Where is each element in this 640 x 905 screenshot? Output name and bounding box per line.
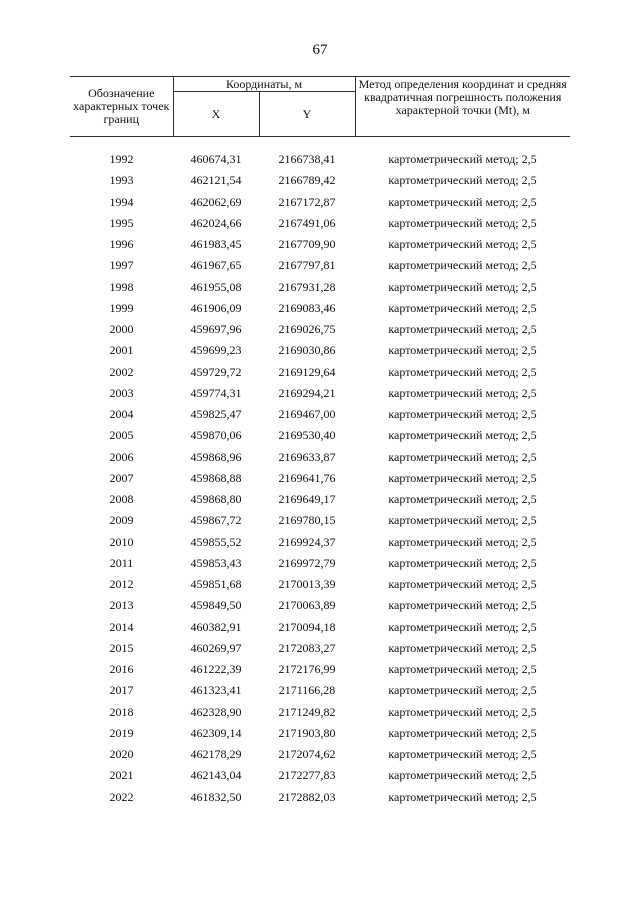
- cell-method: картометрический метод; 2,5: [388, 343, 537, 358]
- cell-point: 2009: [109, 513, 134, 528]
- cell-point: 2016: [109, 662, 134, 677]
- cell-method: картометрический метод; 2,5: [388, 449, 537, 464]
- cell-method: картометрический метод; 2,5: [388, 407, 537, 422]
- table-row: [70, 553, 570, 574]
- table-row: [70, 298, 570, 319]
- cell-point: 2002: [109, 364, 134, 379]
- table-row: [70, 680, 570, 701]
- table-row: [70, 149, 570, 170]
- cell-x: 459868,88: [190, 470, 242, 485]
- table-row: [70, 192, 570, 213]
- cell-x: 459868,96: [190, 449, 242, 464]
- cell-point: 2013: [109, 598, 134, 613]
- cell-point: 1997: [109, 258, 134, 273]
- table-row: [70, 255, 570, 276]
- header-coordinates-group: Координаты, м: [173, 77, 355, 92]
- cell-method: картометрический метод; 2,5: [388, 513, 537, 528]
- cell-method: картометрический метод; 2,5: [388, 619, 537, 634]
- table-row: [70, 617, 570, 638]
- cell-y: 2171249,82: [278, 704, 336, 719]
- cell-y: 2167491,06: [278, 215, 336, 230]
- cell-method: картометрический метод; 2,5: [388, 577, 537, 592]
- table-row: [70, 702, 570, 723]
- cell-method: картометрический метод; 2,5: [388, 173, 537, 188]
- cell-point: 2005: [109, 428, 134, 443]
- cell-y: 2169083,46: [278, 300, 336, 315]
- cell-method: картометрический метод; 2,5: [388, 364, 537, 379]
- cell-y: 2172882,03: [278, 789, 336, 804]
- cell-method: картометрический метод; 2,5: [388, 704, 537, 719]
- table-row: [70, 532, 570, 553]
- cell-x: 459729,72: [190, 364, 242, 379]
- cell-x: 461222,39: [190, 662, 242, 677]
- cell-point: 1994: [109, 194, 134, 209]
- table-row: [70, 489, 570, 510]
- table-row: [70, 170, 570, 191]
- cell-x: 459774,31: [190, 385, 242, 400]
- table-row: [70, 340, 570, 361]
- cell-x: 461983,45: [190, 237, 242, 252]
- cell-x: 461906,09: [190, 300, 242, 315]
- cell-point: 2001: [109, 343, 134, 358]
- cell-x: 459870,06: [190, 428, 242, 443]
- table-row: [70, 362, 570, 383]
- coordinates-table: [70, 76, 570, 808]
- cell-method: картометрический метод; 2,5: [388, 215, 537, 230]
- cell-method: картометрический метод; 2,5: [388, 279, 537, 294]
- cell-point: 2007: [109, 470, 134, 485]
- cell-method: картометрический метод; 2,5: [388, 662, 537, 677]
- cell-y: 2171903,80: [278, 725, 336, 740]
- table-row: [70, 659, 570, 680]
- table-row: [70, 744, 570, 765]
- cell-point: 2000: [109, 322, 134, 337]
- cell-y: 2167797,81: [278, 258, 336, 273]
- table-header: [70, 77, 570, 137]
- cell-x: 461967,65: [190, 258, 242, 273]
- cell-method: картометрический метод; 2,5: [388, 237, 537, 252]
- cell-point: 2022: [109, 789, 134, 804]
- cell-method: картометрический метод; 2,5: [388, 492, 537, 507]
- cell-point: 2021: [109, 768, 134, 783]
- cell-point: 1992: [109, 152, 134, 167]
- cell-y: 2167172,87: [278, 194, 336, 209]
- cell-point: 2019: [109, 725, 134, 740]
- cell-point: 2012: [109, 577, 134, 592]
- cell-x: 459697,96: [190, 322, 242, 337]
- table-row: [70, 234, 570, 255]
- cell-y: 2167931,28: [278, 279, 336, 294]
- cell-point: 2014: [109, 619, 134, 634]
- cell-x: 459699,23: [190, 343, 242, 358]
- cell-x: 459825,47: [190, 407, 242, 422]
- cell-y: 2170094,18: [278, 619, 336, 634]
- cell-point: 1995: [109, 215, 134, 230]
- cell-x: 462143,04: [190, 768, 242, 783]
- cell-method: картометрический метод; 2,5: [388, 385, 537, 400]
- cell-y: 2169633,87: [278, 449, 336, 464]
- cell-x: 459867,72: [190, 513, 242, 528]
- cell-x: 462178,29: [190, 747, 242, 762]
- header-x: X: [173, 92, 259, 137]
- cell-y: 2172083,27: [278, 640, 336, 655]
- cell-point: 2015: [109, 640, 134, 655]
- cell-y: 2170063,89: [278, 598, 336, 613]
- cell-point: 2017: [109, 683, 134, 698]
- cell-method: картометрический метод; 2,5: [388, 598, 537, 613]
- table-row: [70, 425, 570, 446]
- cell-y: 2169780,15: [278, 513, 336, 528]
- cell-x: 462328,90: [190, 704, 242, 719]
- cell-method: картометрический метод; 2,5: [388, 300, 537, 315]
- cell-method: картометрический метод; 2,5: [388, 768, 537, 783]
- cell-x: 461955,08: [190, 279, 242, 294]
- cell-x: 462309,14: [190, 725, 242, 740]
- table-row: [70, 510, 570, 531]
- cell-y: 2169649,17: [278, 492, 336, 507]
- table-body: [70, 137, 570, 808]
- cell-x: 460269,97: [190, 640, 242, 655]
- cell-point: 2006: [109, 449, 134, 464]
- cell-point: 2004: [109, 407, 134, 422]
- table-row: [70, 468, 570, 489]
- cell-x: 460674,31: [190, 152, 242, 167]
- header-method: Метод определения координат и средняя квадратичная погрешность положения характерной точки (Mt), м: [355, 77, 570, 137]
- cell-x: 459849,50: [190, 598, 242, 613]
- cell-point: 2018: [109, 704, 134, 719]
- cell-x: 462121,54: [190, 173, 242, 188]
- cell-y: 2169924,37: [278, 534, 336, 549]
- cell-method: картометрический метод; 2,5: [388, 194, 537, 209]
- cell-y: 2169026,75: [278, 322, 336, 337]
- cell-point: 1999: [109, 300, 134, 315]
- cell-point: 2020: [109, 747, 134, 762]
- cell-y: 2169972,79: [278, 555, 336, 570]
- cell-method: картометрический метод; 2,5: [388, 789, 537, 804]
- header-designation: Обозначение характерных точек границ: [70, 77, 173, 137]
- page-number: 67: [312, 42, 328, 58]
- cell-method: картометрический метод; 2,5: [388, 683, 537, 698]
- cell-x: 460382,91: [190, 619, 242, 634]
- cell-method: картометрический метод; 2,5: [388, 747, 537, 762]
- cell-x: 461832,50: [190, 789, 242, 804]
- cell-point: 1998: [109, 279, 134, 294]
- cell-y: 2172074,62: [278, 747, 336, 762]
- cell-x: 462024,66: [190, 215, 242, 230]
- table-row: [70, 383, 570, 404]
- table-row: [70, 723, 570, 744]
- table-row: [70, 404, 570, 425]
- table-row: [70, 574, 570, 595]
- cell-point: 2003: [109, 385, 134, 400]
- cell-y: 2167709,90: [278, 237, 336, 252]
- cell-y: 2169030,86: [278, 343, 336, 358]
- cell-y: 2170013,39: [278, 577, 336, 592]
- cell-method: картометрический метод; 2,5: [388, 534, 537, 549]
- table-row: [70, 277, 570, 298]
- table-row: [70, 787, 570, 808]
- cell-point: 2008: [109, 492, 134, 507]
- table-row: [70, 319, 570, 340]
- cell-y: 2169294,21: [278, 385, 336, 400]
- cell-method: картометрический метод; 2,5: [388, 640, 537, 655]
- table-row: [70, 765, 570, 786]
- cell-x: 462062,69: [190, 194, 242, 209]
- cell-point: 2010: [109, 534, 134, 549]
- cell-method: картометрический метод; 2,5: [388, 470, 537, 485]
- cell-x: 461323,41: [190, 683, 242, 698]
- table-row: [70, 213, 570, 234]
- cell-y: 2169530,40: [278, 428, 336, 443]
- cell-point: 1996: [109, 237, 134, 252]
- cell-x: 459851,68: [190, 577, 242, 592]
- cell-method: картометрический метод; 2,5: [388, 258, 537, 273]
- cell-x: 459855,52: [190, 534, 242, 549]
- cell-y: 2169467,00: [278, 407, 336, 422]
- cell-method: картометрический метод; 2,5: [388, 725, 537, 740]
- cell-point: 1993: [109, 173, 134, 188]
- table-row: [70, 595, 570, 616]
- cell-method: картометрический метод; 2,5: [388, 555, 537, 570]
- cell-y: 2172176,99: [278, 662, 336, 677]
- cell-y: 2166738,41: [278, 152, 336, 167]
- cell-y: 2166789,42: [278, 173, 336, 188]
- cell-method: картометрический метод; 2,5: [388, 322, 537, 337]
- cell-method: картометрический метод; 2,5: [388, 152, 537, 167]
- cell-y: 2172277,83: [278, 768, 336, 783]
- cell-y: 2171166,28: [278, 683, 336, 698]
- cell-y: 2169129,64: [278, 364, 336, 379]
- header-y: Y: [259, 92, 355, 137]
- cell-point: 2011: [109, 555, 134, 570]
- cell-method: картометрический метод; 2,5: [388, 428, 537, 443]
- table-row: [70, 447, 570, 468]
- cell-x: 459853,43: [190, 555, 242, 570]
- cell-x: 459868,80: [190, 492, 242, 507]
- cell-y: 2169641,76: [278, 470, 336, 485]
- table-row: [70, 638, 570, 659]
